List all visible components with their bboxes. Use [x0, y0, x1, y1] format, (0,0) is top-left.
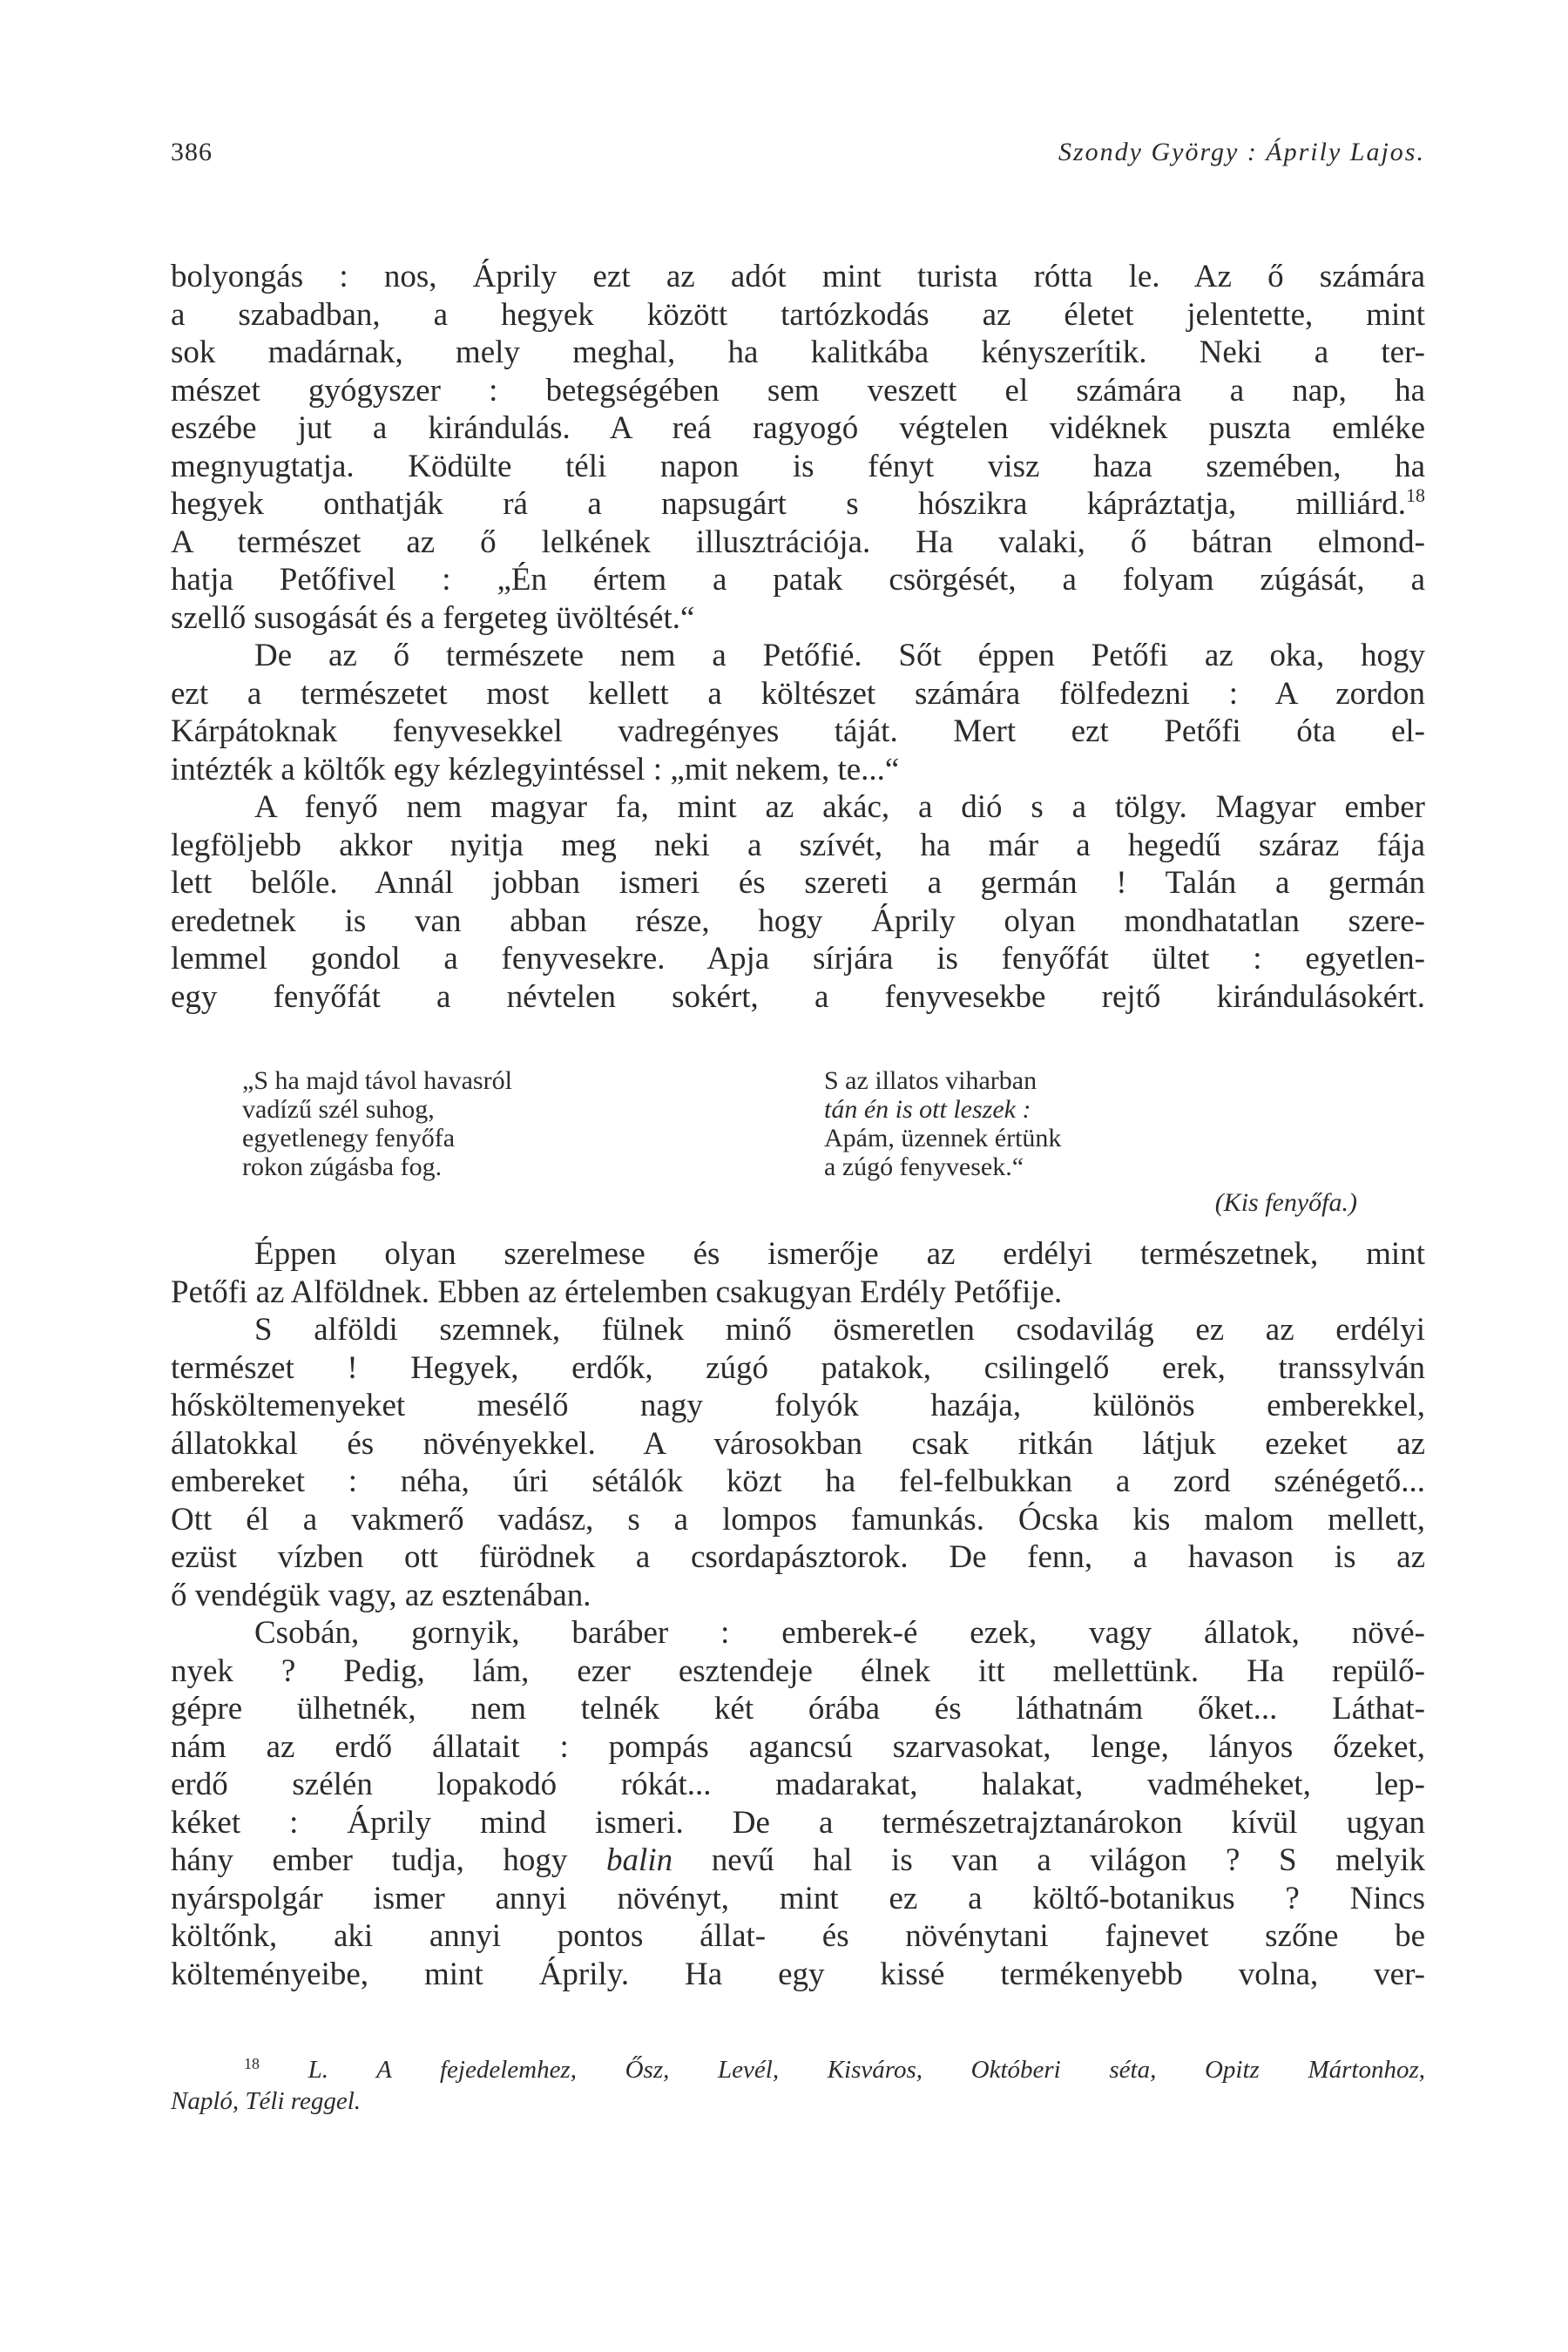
text-line: eszébe jut a kirándulás. A reá ragyogó végtelen vidéknek puszta emléke: [171, 410, 1425, 446]
text-segment: nevű hal is van a világon ? S melyik: [672, 1842, 1425, 1878]
footnote-number: 18: [244, 2055, 260, 2072]
text-line: gépre ülhetnék, nem telnék két órába és láthatnám őket... Láthat-: [171, 1691, 1425, 1727]
text-line: intézték a költők egy kézlegyintéssel : „mit nekem, te...“: [171, 751, 900, 787]
text-line: kéket : Áprily mind ismeri. De a természetrajztanárokon kívül ugyan: [171, 1804, 1425, 1841]
main-text-block-2: [171, 1235, 1425, 1993]
text-line: Ott él a vakmerő vadász, s a lompos famunkás. Ócska kis malom mellett,: [171, 1501, 1425, 1538]
text-line: legföljebb akkor nyitja meg neki a szívét, ha már a hegedű száraz fája: [171, 827, 1425, 863]
text-line: megnyugtatja. Ködülte téli napon is fényt visz haza szemében, ha: [171, 448, 1425, 484]
poem-line: „S ha majd távol havasról: [242, 1066, 512, 1095]
poem-line: rokon zúgásba fog.: [242, 1152, 443, 1181]
page-number: 386: [171, 138, 213, 166]
text-line: Kárpátoknak fenyvesekkel vadregényes táját. Mert ezt Petőfi óta el-: [171, 713, 1425, 749]
text-line: embereket : néha, úri sétálók közt ha fel-felbukkan a zord szénégető...: [171, 1463, 1425, 1499]
poem-source: (Kis fenyőfa.): [1214, 1188, 1357, 1217]
text-line: hatja Petőfivel : „Én értem a patak csörgését, a folyam zúgását, a: [171, 562, 1425, 598]
text-line: A természet az ő lelkének illusztrációja. Ha valaki, ő bátran elmond-: [171, 524, 1425, 560]
text-line: lett belőle. Annál jobban ismeri és szereti a germán ! Talán a germán: [171, 865, 1425, 901]
text-line: nyárspolgár ismer annyi növényt, mint ez a költő-botanikus ? Nincs: [171, 1880, 1425, 1916]
text-line: Éppen olyan szerelmese és ismerője az erdélyi természetnek, mint: [254, 1236, 1425, 1272]
text-line: költeményeibe, mint Áprily. Ha egy kissé termékenyebb volna, ver-: [171, 1956, 1425, 1992]
poem-line: Apám, üzennek értünk: [824, 1124, 1062, 1152]
footnote: [171, 2054, 1425, 2117]
footnote-line: [171, 2054, 1425, 2085]
text-line: lemmel gondol a fenyvesekre. Apja sírjára is fenyőfát ültet : egyetlen-: [171, 941, 1425, 977]
poem-line: vadízű szél suhog,: [242, 1095, 435, 1124]
page-header: [171, 138, 1425, 172]
main-text-block: [171, 258, 1425, 1016]
footnote-reference: 18: [1406, 484, 1425, 506]
poem-line: tán én is ott leszek :: [824, 1095, 1031, 1124]
book-page: [171, 0, 1425, 2352]
text-line: szellő susogását és a fergeteg üvöltését.“: [171, 599, 695, 636]
italic-word: balin: [606, 1842, 673, 1878]
footnote-line: [171, 2085, 1425, 2117]
poem-line: a zúgó fenyvesek.“: [824, 1152, 1024, 1181]
text-line: hősköltemenyeket mesélő nagy folyók hazája, különös emberekkel,: [171, 1388, 1425, 1423]
poem-line: S az illatos viharban: [824, 1066, 1037, 1095]
poem-stanza-left: [242, 1066, 782, 1181]
text-line: Petőfi az Alföldnek. Ebben az értelemben csakugyan Erdély Petőfije.: [171, 1274, 1063, 1310]
footnote-text: Napló, Téli reggel.: [171, 2087, 362, 2115]
poem-quote: [242, 1066, 1357, 1217]
text-line: De az ő természete nem a Petőfié. Sőt éppen Petőfi az oka, hogy: [254, 638, 1425, 673]
text-line: erdő szélén lopakodó rókát... madarakat, halakat, vadméheket, lep-: [171, 1767, 1425, 1802]
poem-line: egyetlenegy fenyőfa: [242, 1124, 456, 1152]
poem-stanza-right: [824, 1066, 1364, 1181]
text-segment: hány ember tudja, hogy: [171, 1842, 607, 1878]
text-line-with-footnote: [171, 485, 1425, 524]
text-line: sok madárnak, mely meghal, ha kalitkába kényszerítik. Neki a ter-: [171, 335, 1425, 370]
running-title: Szondy György : Áprily Lajos.: [1058, 138, 1425, 166]
text-line: eredetnek is van abban része, hogy Áprily olyan mondhatatlan szere-: [171, 902, 1425, 939]
text-line-content: hegyek onthatják rá a napsugárt s hószikra kápráztatja, milliárd.: [171, 486, 1406, 522]
text-line: természet ! Hegyek, erdők, zúgó patakok, csilingelő erek, transsylván: [171, 1349, 1425, 1386]
text-line: A fenyő nem magyar fa, mint az akác, a dió s a tölgy. Magyar ember: [254, 789, 1425, 825]
text-line: S alföldi szemnek, fülnek minő ösmeretlen csodavilág ez az erdélyi: [254, 1312, 1425, 1348]
text-line: nám az erdő állatait : pompás agancsú szarvasokat, lenge, lányos őzeket,: [171, 1728, 1425, 1765]
text-line: mészet gyógyszer : betegségében sem veszett el számára a nap, ha: [171, 372, 1425, 409]
text-line: ezüst vízben ott fürödnek a csordapásztorok. De fenn, a havason is az: [171, 1539, 1425, 1575]
text-line: bolyongás : nos, Áprily ezt az adót mint turista rótta le. Az ő számára: [171, 259, 1425, 294]
text-line: költőnk, aki annyi pontos állat- és növénytani fajnevet szőne be: [171, 1918, 1425, 1954]
text-line: ezt a természetet most kellett a költészet számára fölfedezni : A zordon: [171, 675, 1425, 712]
text-line: Csobán, gornyik, baráber : emberek-é ezek, vagy állatok, növé-: [254, 1615, 1425, 1651]
text-line-with-italic: [171, 1842, 1425, 1880]
text-line: ő vendégük vagy, az esztenában.: [171, 1577, 591, 1613]
footnote-text: L. A fejedelemhez, Ősz, Levél, Kisváros, Októberi séta, Opitz Mártonhoz,: [308, 2056, 1425, 2084]
text-line: állatokkal és növényekkel. A városokban csak ritkán látjuk ezeket az: [171, 1425, 1425, 1462]
text-line: a szabadban, a hegyek között tartózkodás az életet jelentette, mint: [171, 296, 1425, 333]
text-line: nyek ? Pedig, lám, ezer esztendeje élnek itt mellettünk. Ha repülő-: [171, 1652, 1425, 1689]
text-line: egy fenyőfát a névtelen sokért, a fenyvesekbe rejtő kirándulásokért.: [171, 978, 1425, 1015]
